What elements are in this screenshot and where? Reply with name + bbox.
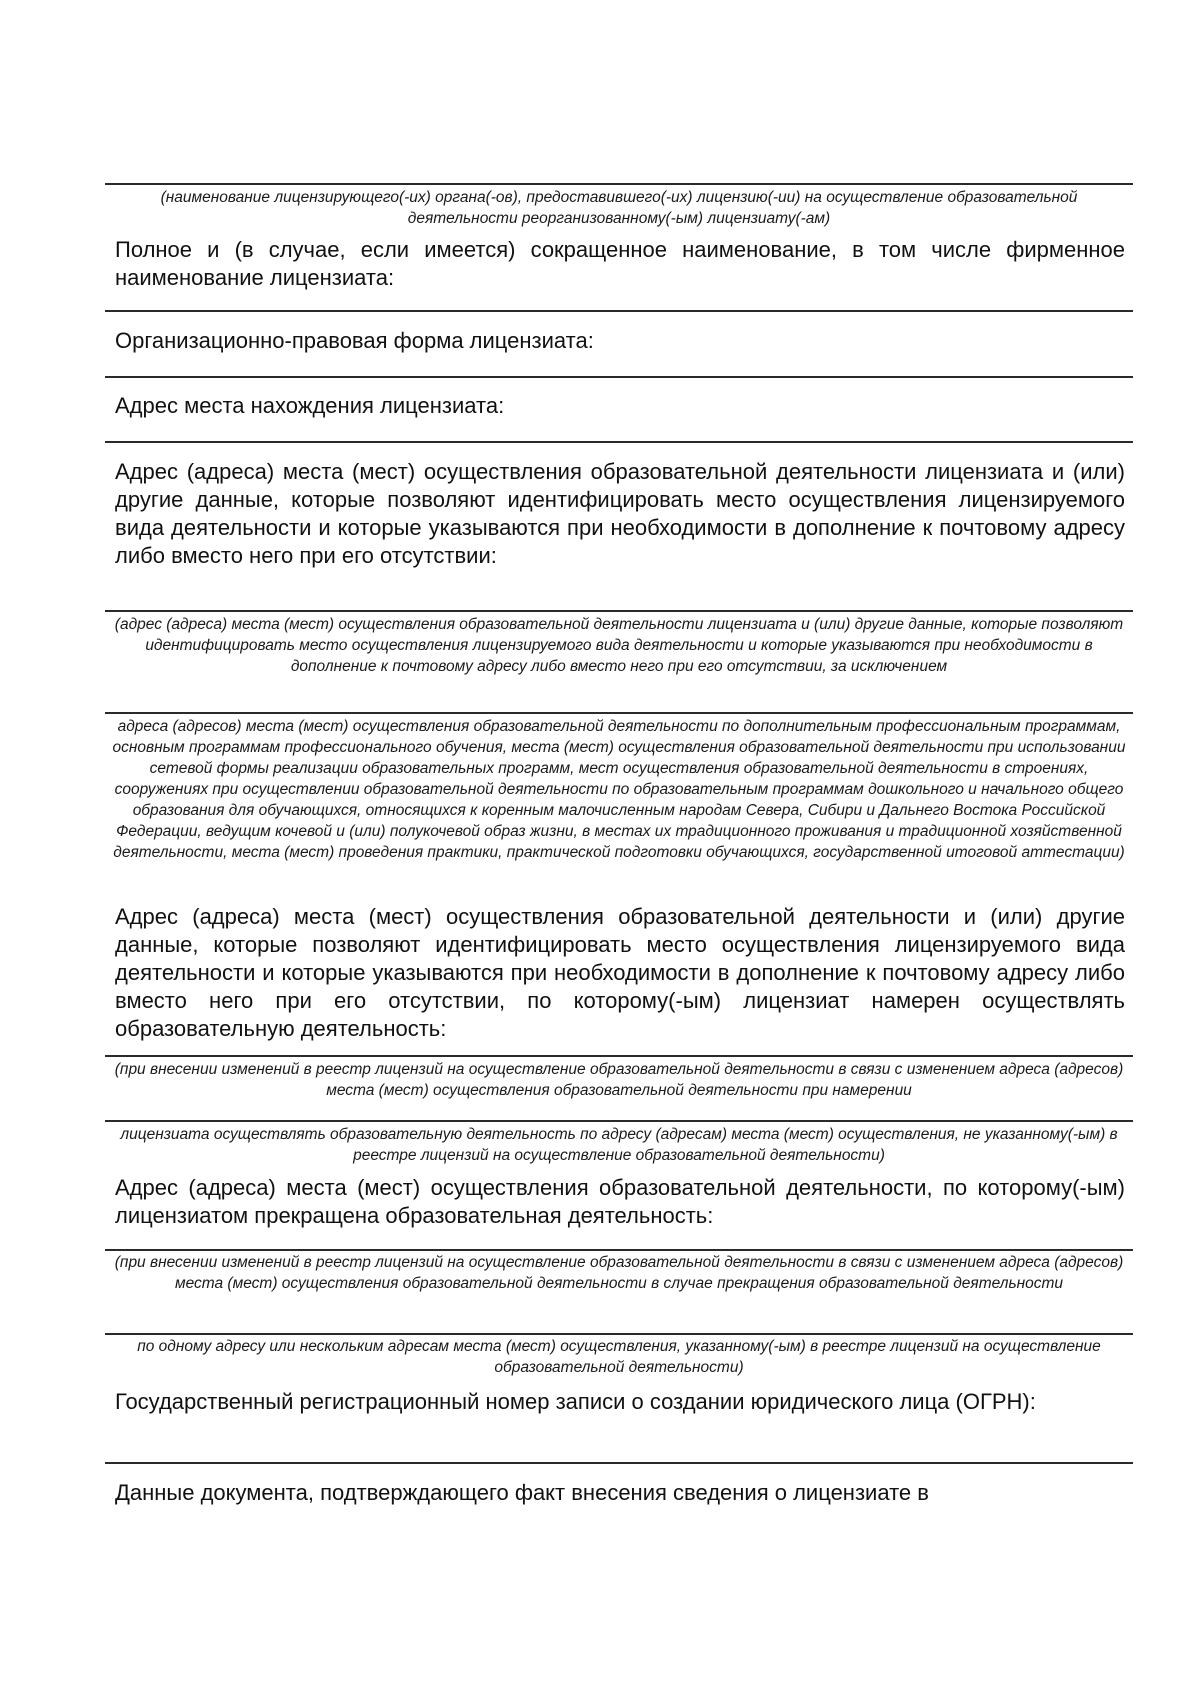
note-activity-address-exceptions: адреса (адресов) места (мест) осуществления образовательной деятельности по дополнительным профессиональным программам, основным программам профессионального обучения, места (мест) осуществления образовательной деятельности при использовании сетевой формы реализации образовательных программ, мест осуществления образовательной деятельности в строениях, сооружениях при осуществлении образовательной деятельности по образовательным программам дошкольного и начального общего образования для обучающихся, относящихся к коренным малочисленным народам Севера, Сибири и Дальнего Востока Российской Федерации, ведущим кочевой и (или) полукочевой образ жизни, в местах их традиционного проживания и традиционной хозяйственной деятельности, места (мест) проведения практики, практической подготовки обучающихся, государственной итоговой аттестации) (112, 718, 1126, 861)
field-line-activity-address-exceptions[interactable] (105, 712, 1133, 714)
field-line-full-name[interactable] (105, 310, 1133, 312)
field-line-ogrn[interactable] (105, 1462, 1133, 1464)
label-full-name: Полное и (в случае, если имеется) сокращенное наименование, в том числе фирменное наименование лицензиата: (115, 237, 1125, 290)
note-ceased-address-continued: по одному адресу или нескольким адресам места (мест) осуществления, указанному(-ым) в реестре лицензий на осуществление образовательной деятельности) (137, 1338, 1101, 1376)
note-ceased-address: (при внесении изменений в реестр лицензий на осуществление образовательной деятельности в связи с изменением адреса (адресов) места (мест) осуществления образовательной деятельности в случае прекращения образовательной деятельности (114, 1254, 1124, 1292)
note-licensing-body: (наименование лицензирующего(-их) органа(-ов), предоставившего(-их) лицензию(-ии) на осуществление образовательной деятельности реорганизованному(-ым) лицензиату(-ам) (160, 189, 1078, 227)
label-activity-address: Адрес (адреса) места (мест) осуществления образовательной деятельности лицензиата и (или) другие данные, которые позволяют идентифицировать место осуществления лицензируемого вида деятельности и которые указываются при необходимости в дополнение к почтовому адресу либо вместо него при его отсутствии: (115, 459, 1125, 568)
label-document-data: Данные документа, подтверждающего факт внесения сведения о лицензиате в (115, 1480, 929, 1505)
field-line-new-address-continued[interactable] (105, 1120, 1133, 1122)
field-line-ceased-address[interactable] (105, 1249, 1133, 1251)
field-line-location[interactable] (105, 441, 1133, 443)
note-new-address-continued: лицензиата осуществлять образовательную деятельность по адресу (адресам) места (мест) осуществления, не указанному(-ым) в реестре лицензий на осуществление образовательной деятельности) (120, 1126, 1118, 1164)
field-line-licensing-body (105, 183, 1133, 185)
field-line-new-address[interactable] (105, 1055, 1133, 1057)
label-new-address: Адрес (адреса) места (мест) осуществления образовательной деятельности и (или) другие данные, которые позволяют идентифицировать место осуществления лицензируемого вида деятельности и которые указываются при необходимости в дополнение к почтовому адресу либо вместо него при его отсутствии, по которому(-ым) лицензиат намерен осуществлять образовательную деятельность: (115, 904, 1125, 1041)
field-line-ceased-address-continued[interactable] (105, 1333, 1133, 1335)
label-location: Адрес места нахождения лицензиата: (115, 393, 505, 418)
label-ceased-address: Адрес (адреса) места (мест) осуществления образовательной деятельности, по которому(-ым) лицензиатом прекращена образовательная деятельность: (115, 1175, 1125, 1228)
label-legal-form: Организационно-правовая форма лицензиата: (115, 328, 594, 353)
note-new-address: (при внесении изменений в реестр лицензий на осуществление образовательной деятельности в связи с изменением адреса (адресов) места (мест) осуществления образовательной деятельности при намерении (114, 1061, 1124, 1099)
label-ogrn: Государственный регистрационный номер записи о создании юридического лица (ОГРН): (115, 1389, 1036, 1414)
field-line-activity-address[interactable] (105, 610, 1133, 612)
field-line-legal-form[interactable] (105, 376, 1133, 378)
note-activity-address: (адрес (адреса) места (мест) осуществления образовательной деятельности лицензиата и (или) другие данные, которые позволяют идентифицировать место осуществления лицензируемого вида деятельности и которые указываются при необходимости в дополнение к почтовому адресу либо вместо него при его отсутствии, за исключением (114, 616, 1124, 675)
